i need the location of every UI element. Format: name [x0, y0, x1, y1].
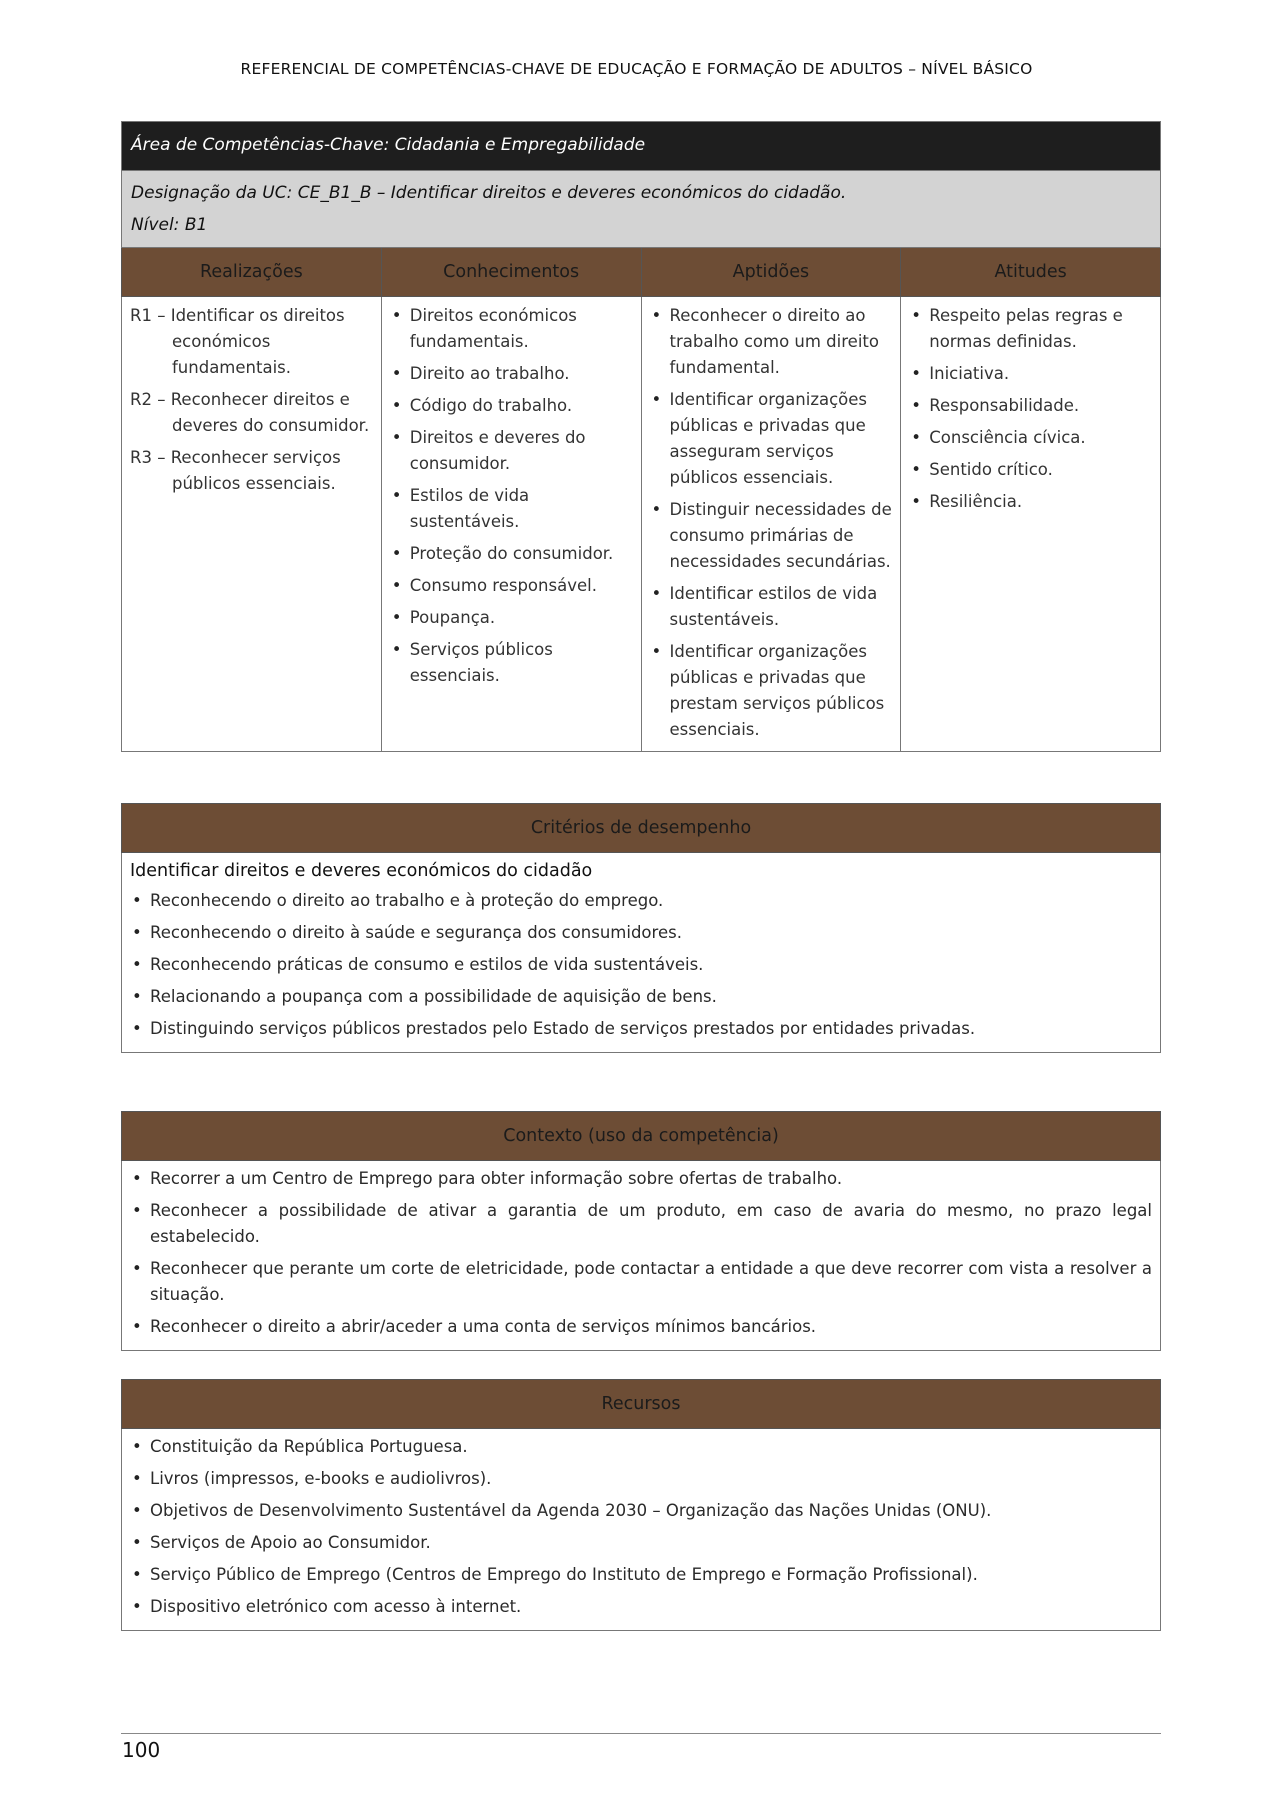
level: Nível: B1 [131, 215, 208, 235]
list-item: • Código do trabalho. [390, 393, 633, 419]
list-item: R2 – Reconhecer direitos e deveres do consumidor. [130, 390, 370, 435]
col-header-aptidoes: Aptidões [641, 248, 901, 297]
col-header-atitudes: Atitudes [901, 248, 1161, 297]
footer-rule [121, 1733, 1161, 1734]
list-item: • Responsabilidade. [909, 393, 1152, 419]
list-aptidoes [650, 303, 893, 743]
list-item: • Serviços públicos essenciais. [390, 637, 633, 689]
list-item: • Reconhecendo o direito à saúde e segurança dos consumidores. [130, 920, 1152, 946]
page-number: 100 [122, 1738, 161, 1762]
list-item: • Iniciativa. [909, 361, 1152, 387]
criterios-subtitle: Identificar direitos e deveres económicos do cidadão [130, 861, 593, 881]
list-item: • Sentido crítico. [909, 457, 1152, 483]
uc-designation: Designação da UC: CE_B1_B – Identificar direitos e deveres económicos do cidadão. [131, 183, 847, 203]
list-item: • Resiliência. [909, 489, 1152, 515]
list-item: R1 – Identificar os direitos económicos fundamentais. [130, 306, 345, 377]
list-item: • Dispositivo eletrónico com acesso à internet. [130, 1594, 1152, 1620]
list-item: • Poupança. [390, 605, 633, 631]
list-item: • Serviços de Apoio ao Consumidor. [130, 1530, 1152, 1556]
list-item: • Direito ao trabalho. [390, 361, 633, 387]
list-item: • Reconhecer o direito a abrir/aceder a uma conta de serviços mínimos bancários. [130, 1314, 1152, 1340]
list-item: • Objetivos de Desenvolvimento Sustentável da Agenda 2030 – Organização das Nações Unidas (ONU). [130, 1498, 1152, 1524]
list-item: • Consciência cívica. [909, 425, 1152, 451]
list-item: • Direitos e deveres do consumidor. [390, 425, 633, 477]
col-header-realizacoes: Realizações [122, 248, 382, 297]
col-header-conhecimentos: Conhecimentos [381, 248, 641, 297]
area-title: Área de Competências-Chave: Cidadania e Empregabilidade [122, 122, 1161, 171]
list-item: • Proteção do consumidor. [390, 541, 633, 567]
list-item: • Consumo responsável. [390, 573, 633, 599]
list-item: • Livros (impressos, e-books e audiolivros). [130, 1466, 1152, 1492]
contexto-table [121, 1111, 1161, 1351]
list-item: • Serviço Público de Emprego (Centros de Emprego do Instituto de Emprego e Formação Profissional). [130, 1562, 1152, 1588]
criterios-table [121, 803, 1161, 1053]
list-item: • Reconhecer a possibilidade de ativar a garantia de um produto, em caso de avaria do mesmo, no prazo legal estabelecido. [130, 1198, 1152, 1250]
list-item: • Identificar estilos de vida sustentáveis. [650, 581, 893, 633]
list-item: • Reconhecer o direito ao trabalho como um direito fundamental. [650, 303, 893, 381]
list-conhecimentos [390, 303, 633, 689]
list-item: • Constituição da República Portuguesa. [130, 1434, 1152, 1460]
list-recursos [130, 1434, 1152, 1620]
list-item: • Reconhecendo práticas de consumo e estilos de vida sustentáveis. [130, 952, 1152, 978]
list-atitudes [909, 303, 1152, 515]
list-item: • Respeito pelas regras e normas definidas. [909, 303, 1152, 355]
competency-table [121, 121, 1161, 752]
list-item: • Relacionando a poupança com a possibilidade de aquisição de bens. [130, 984, 1152, 1010]
list-realizacoes [130, 303, 373, 497]
criterios-title: Critérios de desempenho [122, 804, 1161, 853]
list-criterios [130, 888, 1152, 1042]
list-contexto [130, 1166, 1152, 1340]
list-item: • Distinguindo serviços públicos prestados pelo Estado de serviços prestados por entidades privadas. [130, 1016, 1152, 1042]
list-item: • Reconhecendo o direito ao trabalho e à proteção do emprego. [130, 888, 1152, 914]
list-item: • Direitos económicos fundamentais. [390, 303, 633, 355]
list-item: • Recorrer a um Centro de Emprego para obter informação sobre ofertas de trabalho. [130, 1166, 1152, 1192]
list-item: • Reconhecer que perante um corte de eletricidade, pode contactar a entidade a que deve recorrer com vista a resolver a situação. [130, 1256, 1152, 1308]
list-item: • Distinguir necessidades de consumo primárias de necessidades secundárias. [650, 497, 893, 575]
contexto-title: Contexto (uso da competência) [122, 1112, 1161, 1161]
list-item: R3 – Reconhecer serviços públicos essenciais. [130, 448, 341, 493]
recursos-title: Recursos [122, 1380, 1161, 1429]
list-item: • Identificar organizações públicas e privadas que asseguram serviços públicos essenciais. [650, 387, 893, 491]
running-header: REFERENCIAL DE COMPETÊNCIAS-CHAVE DE EDUCAÇÃO E FORMAÇÃO DE ADULTOS – NÍVEL BÁSICO [240, 60, 1033, 78]
list-item: • Estilos de vida sustentáveis. [390, 483, 633, 535]
recursos-table [121, 1379, 1161, 1631]
list-item: • Identificar organizações públicas e privadas que prestam serviços públicos essenciais. [650, 639, 893, 743]
